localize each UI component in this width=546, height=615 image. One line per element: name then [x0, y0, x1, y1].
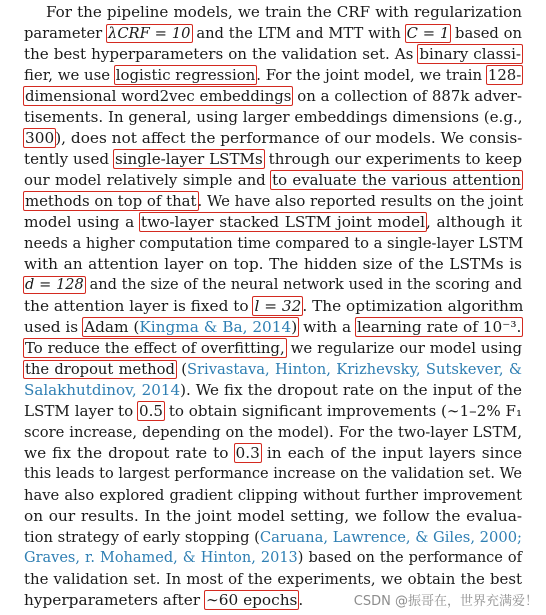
text-line-11 — [24, 212, 522, 233]
text-segment: tently used — [24, 150, 114, 168]
highlight-logistic-regression: logistic regression — [115, 66, 256, 84]
text-segment: have also explored gradient clipping without further improvement — [24, 487, 522, 504]
highlight-lambda-crf: λCRF = 10 — [108, 25, 191, 42]
text-segment: the attention layer is fixed to — [24, 297, 254, 315]
highlight-reduce-overfitting: To reduce the effect of overfitting, — [25, 339, 285, 357]
text-line-12 — [24, 233, 522, 254]
highlight-learning-rate: learning rate of 10⁻³. — [356, 318, 522, 336]
text-segment: . For the joint model, we train — [256, 66, 487, 84]
text-line-24 — [24, 485, 522, 506]
text-line-7 — [24, 128, 522, 149]
text-segment: the best hyperparameters on the validation set. As — [24, 45, 419, 63]
highlight-two-layer-lstm: two-layer stacked LSTM joint model — [140, 213, 425, 231]
text-segment: used is — [24, 318, 84, 336]
text-line-8 — [24, 149, 522, 170]
text-line-17 — [24, 338, 522, 359]
text-segment: with an attention layer on top. The hidden size of the LSTMs is — [24, 255, 522, 273]
highlight-attention-eval: to evaluate the various attention — [272, 171, 521, 189]
text-line-14 — [24, 275, 522, 296]
highlight-attention-eval-cont: methods on top of that — [25, 192, 197, 210]
text-segment: based on — [450, 25, 522, 42]
text-line-20 — [24, 401, 522, 422]
highlight-dropout-method: the dropout method — [25, 361, 175, 378]
text-segment: . — [298, 591, 304, 609]
text-line-10 — [24, 191, 522, 212]
highlight-300: 300 — [25, 129, 55, 147]
citation-link-graves[interactable]: Graves, r. Mohamed, & Hinton, 2013 — [24, 550, 298, 566]
highlight-c-value: C = 1 — [406, 25, 450, 42]
text-line-4 — [24, 65, 522, 86]
text-segment: ), does not affect the performance of our models. We consis- — [55, 129, 523, 147]
text-line-6 — [24, 107, 522, 128]
text-segment: to obtain significant improvements (∼1–2% F₁ — [164, 402, 523, 420]
text-segment: ) — [291, 318, 298, 336]
text-segment: Adam ( — [84, 318, 140, 336]
text-line-28 — [24, 569, 522, 590]
text-segment: model using a — [24, 213, 140, 231]
text-line-5 — [24, 86, 522, 107]
text-segment: fier, — [24, 66, 53, 84]
text-line-22 — [24, 443, 522, 464]
text-segment: we fix the dropout rate to — [24, 444, 235, 462]
text-segment: tisements. In general, using larger embeddings dimensions (e.g., — [24, 108, 523, 126]
text-segment: we regularize our model using — [285, 339, 523, 357]
text-line-23 — [24, 464, 522, 485]
text-segment: parameter — [24, 25, 108, 42]
text-line-15 — [24, 296, 522, 317]
text-segment: we use — [52, 66, 115, 84]
text-line-1 — [46, 2, 522, 23]
text-segment: needs a higher computation time compared to a single-layer LSTM — [24, 235, 524, 252]
highlight-embedding-size: 128- — [487, 66, 522, 84]
text-segment: . We have also reported results on the joint — [197, 192, 524, 210]
text-line-13 — [24, 254, 522, 275]
highlight-dropout-0-5: 0.5 — [139, 402, 164, 420]
text-line-25 — [24, 506, 522, 527]
text-segment: tion strategy of early stopping ( — [24, 529, 260, 546]
text-line-3 — [24, 44, 522, 65]
text-segment: with a — [298, 318, 356, 336]
text-segment: ). We fix the dropout rate on the input of the — [180, 381, 522, 399]
text-segment: ( — [175, 361, 187, 378]
text-line-2 — [24, 23, 522, 44]
text-line-21 — [24, 422, 522, 443]
text-segment: and the LTM and MTT with — [191, 25, 406, 42]
text-segment: LSTM layer to — [24, 402, 138, 420]
highlight-adam — [82, 317, 299, 337]
text-segment: . The optimization algorithm — [302, 297, 524, 315]
highlight-word2vec: dimensional word2vec embeddings — [25, 87, 292, 105]
text-segment: on a collection of 887k adver- — [292, 87, 522, 105]
text-segment: on our results. In the joint model setting, we follow the evalua- — [24, 507, 522, 525]
text-segment: hyperparameters after — [24, 591, 205, 609]
highlight-binary-classifier: binary classi- — [419, 45, 522, 63]
text-line-26 — [24, 527, 522, 548]
text-segment: and the size of the neural network used in the scoring and — [84, 277, 523, 293]
highlight-epochs: ∼60 epochs — [205, 591, 298, 609]
highlight-hidden-size: d = 128 — [25, 277, 84, 293]
text-line-18 — [24, 359, 522, 380]
text-line-16 — [24, 317, 522, 338]
text-segment: our model relatively simple and — [24, 171, 272, 189]
text-line-9 — [24, 170, 522, 191]
text-segment: through our experiments to keep — [263, 150, 522, 168]
citation-link-kingma[interactable]: Kingma & Ba, 2014 — [139, 318, 292, 336]
text-segment: this leads to largest performance increase on the validation set. We — [24, 466, 522, 482]
highlight-single-layer-lstms: single-layer LSTMs — [114, 150, 263, 168]
text-line-27 — [24, 548, 522, 569]
citation-link-srivastava[interactable]: Srivastava, Hinton, Krizhevsky, Sutskever, & — [186, 361, 522, 378]
csdn-watermark: CSDN @振哥在，世界充满爱！ — [353, 594, 538, 609]
text-segment: the validation set. In most of the experiments, we obtain the best — [24, 570, 522, 588]
citation-link-caruana[interactable]: Caruana, Lawrence, & Giles, 2000; — [259, 529, 523, 546]
text-segment: , although it — [425, 213, 522, 231]
text-segment: in each of the input layers since — [260, 444, 522, 462]
citation-link-salakhutdinov[interactable]: Salakhutdinov, 2014 — [24, 381, 181, 399]
text-segment: For the pipeline models, we train the CRF with regularization — [46, 3, 522, 21]
text-line-19 — [24, 380, 522, 401]
highlight-attention-size: l = 32 — [254, 297, 302, 315]
highlight-dropout-0-3: 0.3 — [235, 444, 260, 462]
text-segment: ) based on the performance of — [297, 550, 522, 566]
text-segment: score increase, depending on the model). For the two-layer LSTM, — [24, 424, 522, 441]
